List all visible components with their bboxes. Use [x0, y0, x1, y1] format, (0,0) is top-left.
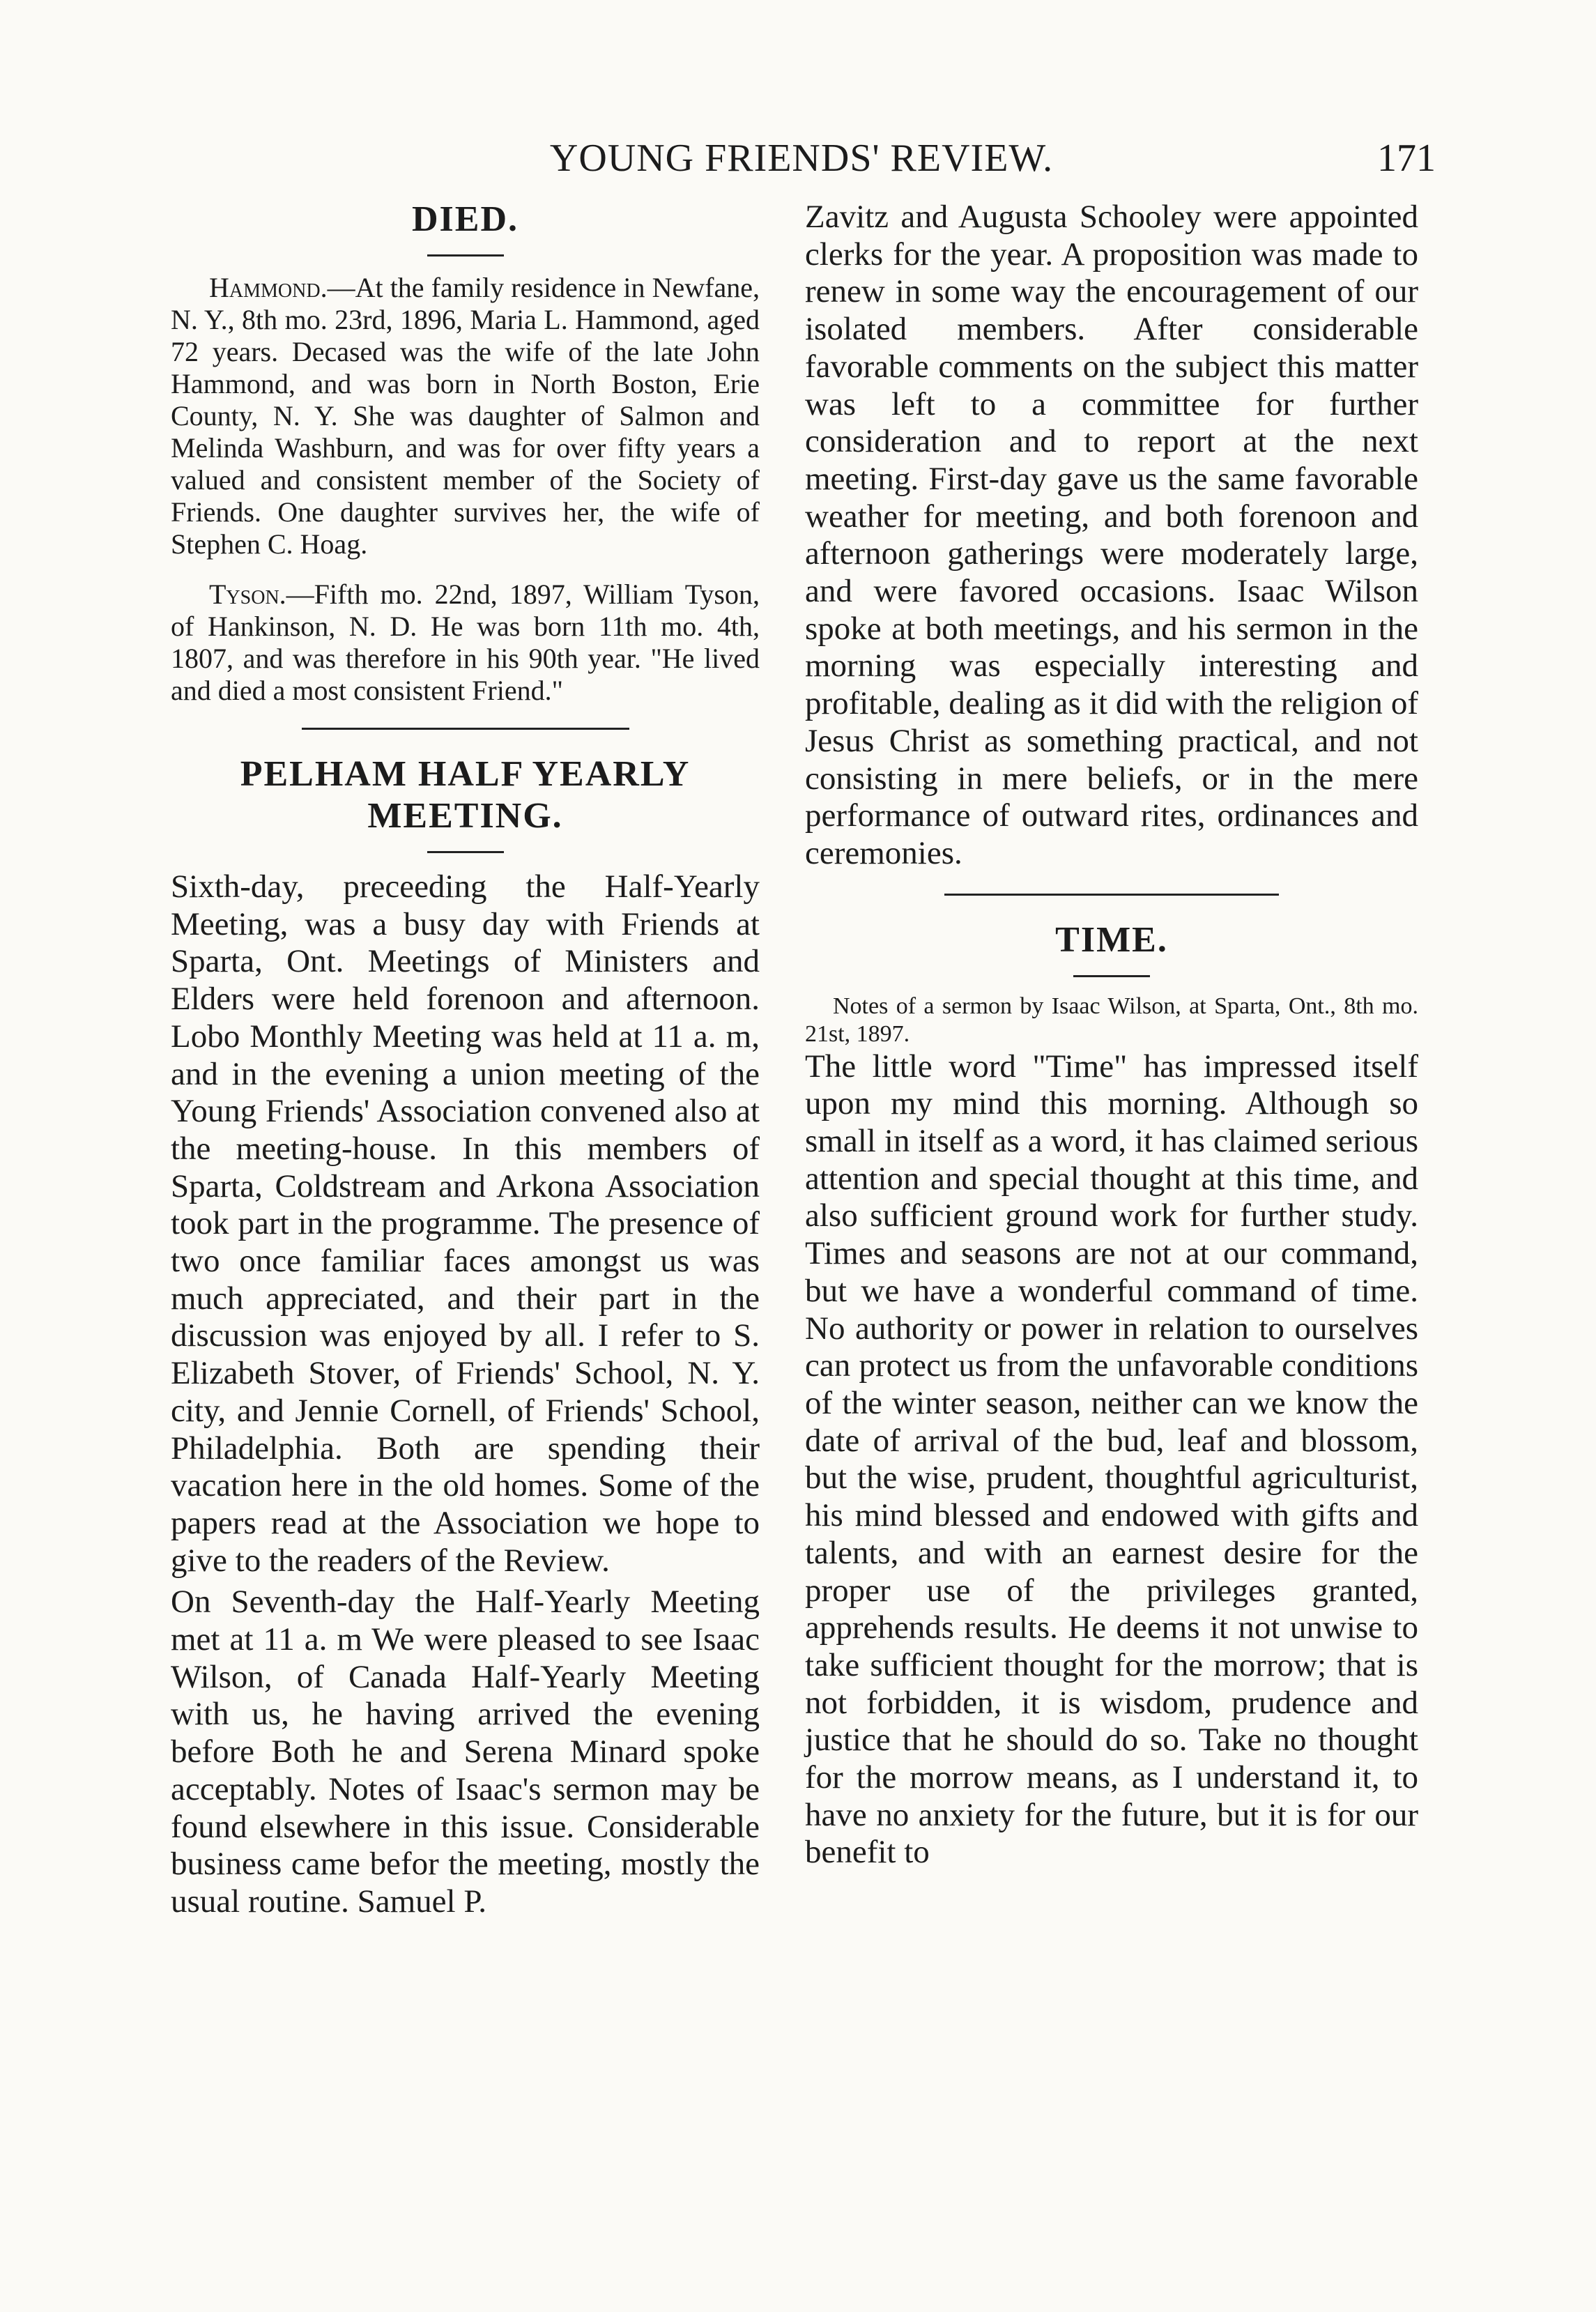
left-column	[171, 199, 760, 1921]
obituary-text: —At the family residence in Newfane, N. Y., 8th mo. 23rd, 1896, Maria L. Hammond, aged 72 years. Decased was the wife of the late John Hammond, and was born in North Boston, Erie County, N. Y. She was daughter of Salmon and Melinda Washburn, and was for over fifty years a valued and consistent member of the Society of Friends. One daughter survives her, the wife of Stephen C. Hoag.	[171, 272, 760, 560]
page-number: 171	[1377, 137, 1436, 180]
pelham-paragraph-2: On Seventh-day the Half-Yearly Meeting met at 11 a. m We were pleased to see Isaac Wilson, of Canada Half-Yearly Meeting with us, he having arrived the evening before Both he and Serena Minard spoke acceptably. Notes of Isaac's sermon may be found elsewhere in this issue. Considerable business came befor the meeting, mostly the usual routine. Samuel P.	[171, 1584, 760, 1920]
divider	[427, 851, 504, 853]
obituary-name: Tyson.	[209, 579, 286, 610]
running-head: YOUNG FRIENDS' REVIEW.	[549, 137, 1054, 180]
obituary-name: Hammond.	[209, 272, 328, 303]
pelham-paragraph-1: Sixth-day, preceeding the Half-Yearly Meeting, was a busy day with Friends at Sparta, Ont. Meetings of Ministers and Elders were held forenoon and afternoon. Lobo Monthly Meeting was held at 11 a. m, and in the evening a union meeting of the Young Friends' Association convened also at the meeting-house. In this members of Sparta, Coldstream and Arkona Association took part in the programme. The presence of two once familiar faces amongst us was much appreciated, and their part in the discussion was enjoyed by all. I refer to S. Elizabeth Stover, of Friends' School, N. Y. city, and Jennie Cornell, of Friends' School, Philadelphia. Both are spending their vacation here in the old homes. Some of the papers read at the Association we hope to give to the readers of the Review.	[171, 868, 760, 1579]
pelham-heading-line1: PELHAM HALF YEARLY	[240, 754, 691, 794]
time-subnote: Notes of a sermon by Isaac Wilson, at Sparta, Ont., 8th mo. 21st, 1897.	[805, 993, 1418, 1047]
right-column	[805, 199, 1418, 1871]
obituary-text: —Fifth mo. 22nd, 1897, William Tyson, of Hankinson, N. D. He was born 11th mo. 4th, 1807, and was therefore in his 90th year. "He lived and died a most consistent Friend."	[171, 579, 760, 706]
obituary-tyson	[171, 579, 760, 707]
section-divider	[302, 728, 629, 730]
divider	[1073, 975, 1150, 977]
pelham-heading-line2: MEETING.	[367, 796, 563, 836]
pelham-paragraph-2-continued: Zavitz and Augusta Schooley were appointed clerks for the year. A proposition was made to renew in some way the encouragement of our isolated members. After considerable favorable comments on the subject this matter was left to a committee for further consideration and to report at the next meeting. First-day gave us the same favorable weather for meeting, and both forenoon and afternoon gatherings were moderately large, and were favored occasions. Isaac Wilson spoke at both meetings, and his sermon in the morning was especially interesting and profitable, dealing as it did with the religion of Jesus Christ as something practical, and not consisting in mere beliefs, or in the mere performance of outward rites, ordinances and ceremonies.	[805, 199, 1418, 871]
time-paragraph: The little word "Time" has impressed itself upon my mind this morning. Although so small in itself as a word, it has claimed serious attention and special thought at this time, and also sufficient ground work for further study. Times and seasons are not at our command, but we have a wonderful command of time. No authority or power in relation to ourselves can protect us from the unfavorable conditions of the winter season, neither can we know the date of arrival of the bud, leaf and blossom, but the wise, prudent, thoughtful agriculturist, his mind blessed and endowed with gifts and talents, and with an earnest desire for the proper use of the privileges granted, apprehends results. He deems it not unwise to take sufficient thought for the morrow; that is not forbidden, it is wisdom, prudence and justice that he should do so. Take no thought for the morrow means, as I understand it, to have no anxiety for the future, but it is for our benefit to	[805, 1048, 1418, 1871]
died-heading: DIED.	[411, 199, 519, 239]
divider	[427, 254, 504, 257]
obituary-hammond	[171, 272, 760, 560]
time-heading: TIME.	[1055, 919, 1168, 960]
section-divider	[944, 894, 1279, 896]
